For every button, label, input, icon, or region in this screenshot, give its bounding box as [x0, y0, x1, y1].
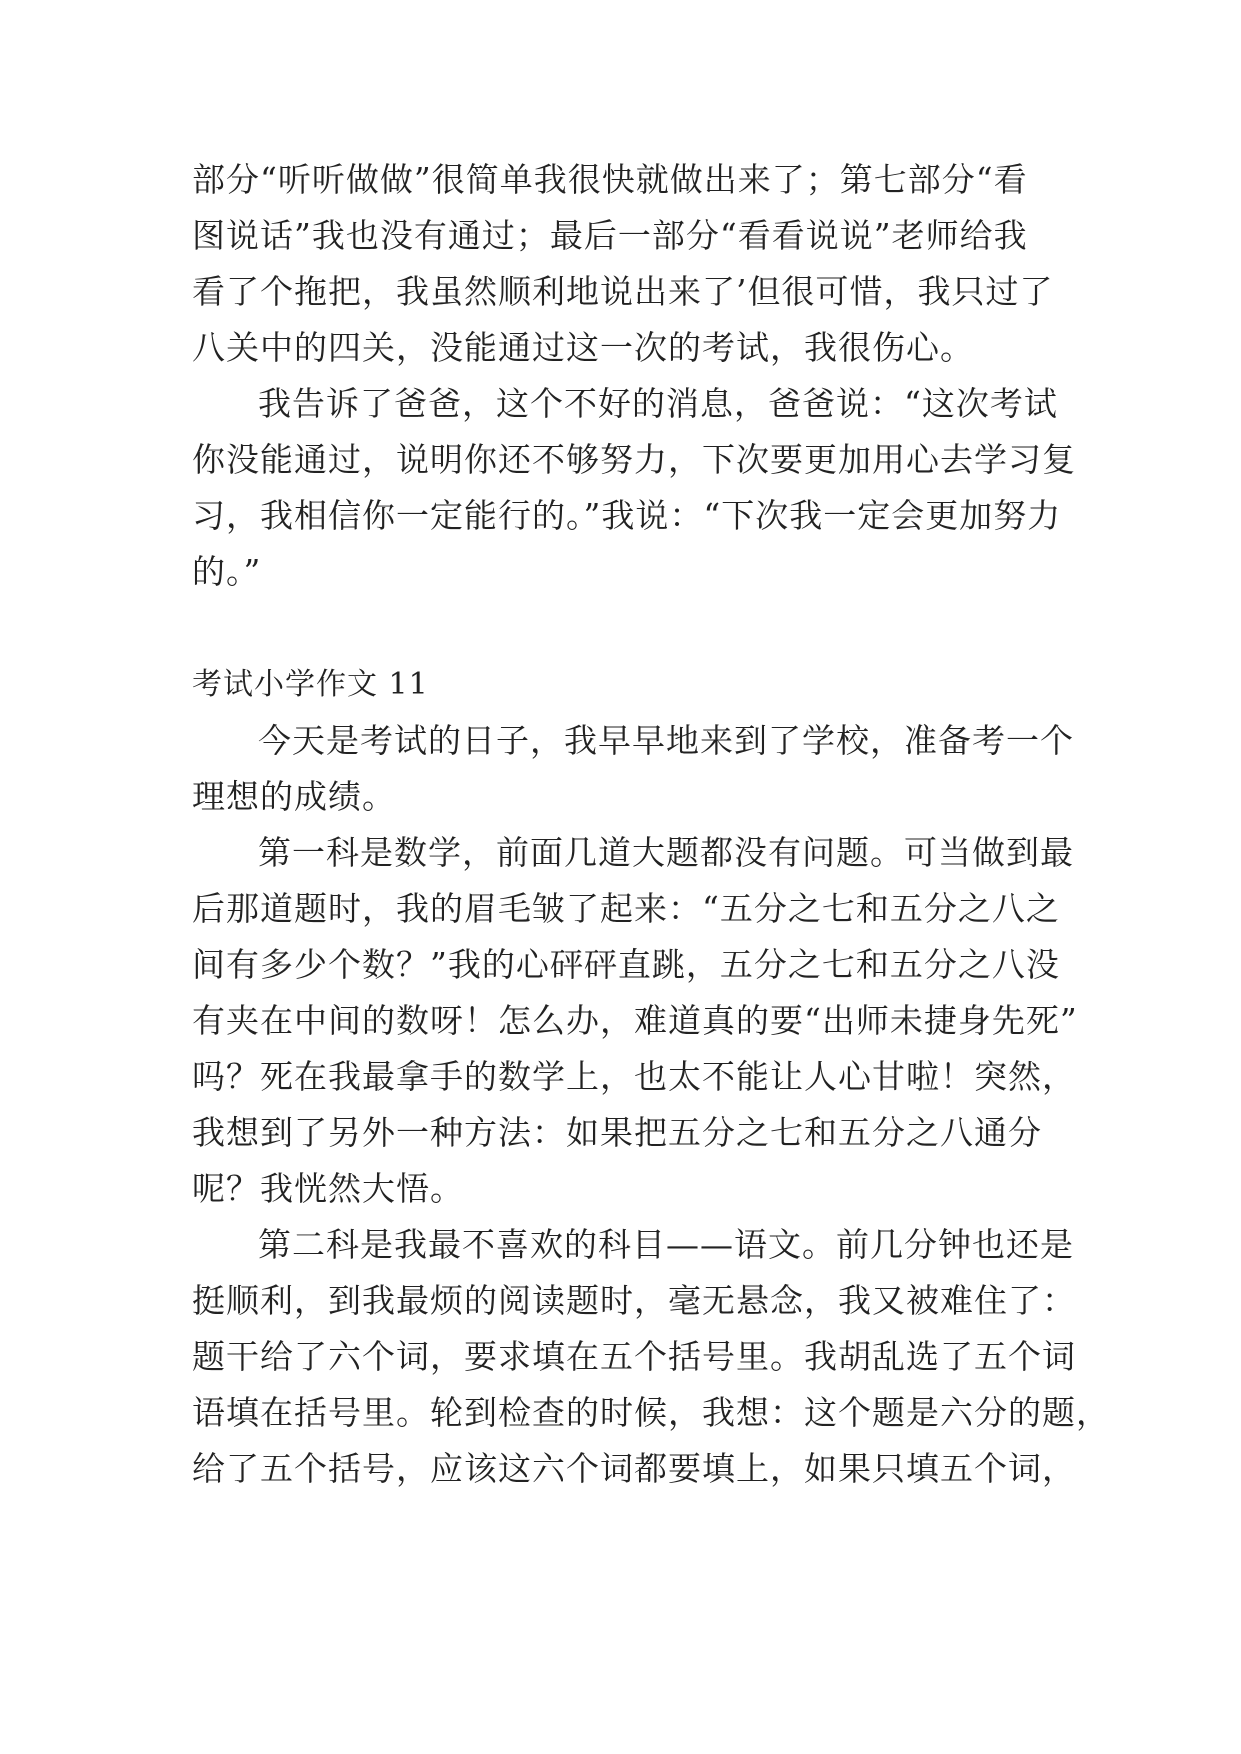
paragraph-line: 理想的成绩。 [192, 777, 396, 816]
paragraph-line: 习，我相信你一定能行的。”我说：“下次我一定会更加努力 [192, 496, 1062, 535]
paragraph-line: 八关中的四关，没能通过这一次的考试，我很伤心。 [192, 328, 974, 367]
paragraph-line: 挺顺利，到我最烦的阅读题时，毫无悬念，我又被难住了： [192, 1281, 1076, 1320]
paragraph-line: 第一科是数学，前面几道大题都没有问题。可当做到最 [258, 833, 1074, 872]
paragraph-line: 我告诉了爸爸，这个不好的消息，爸爸说：“这次考试 [258, 384, 1058, 423]
paragraph-line: 给了五个括号，应该这六个词都要填上，如果只填五个词， [192, 1449, 1076, 1488]
paragraph-line: 图说话”我也没有通过；最后一部分“看看说说”老师给我 [192, 216, 1028, 255]
paragraph-line: 我想到了另外一种方法：如果把五分之七和五分之八通分 [192, 1113, 1042, 1152]
paragraph-line: 部分“听听做做”很简单我很快就做出来了；第七部分“看 [192, 160, 1028, 199]
paragraph-line: 今天是考试的日子，我早早地来到了学校，准备考一个 [258, 721, 1074, 760]
paragraph-line: 看了个拖把，我虽然顺利地说出来了’但很可惜，我只过了 [192, 272, 1054, 311]
paragraph-line: 吗？死在我最拿手的数学上，也太不能让人心甘啦！突然， [192, 1057, 1076, 1096]
paragraph-line: 语填在括号里。轮到检查的时候，我想：这个题是六分的题， [192, 1393, 1110, 1432]
paragraph-line: 第二科是我最不喜欢的科目——语文。前几分钟也还是 [258, 1225, 1074, 1264]
paragraph-line: 的。” [192, 552, 262, 591]
paragraph-line: 间有多少个数？”我的心砰砰直跳，五分之七和五分之八没 [192, 945, 1060, 984]
paragraph-line: 题干给了六个词，要求填在五个括号里。我胡乱选了五个词 [192, 1337, 1076, 1376]
paragraph-line: 呢？我恍然大悟。 [192, 1169, 464, 1208]
paragraph-line: 后那道题时，我的眉毛皱了起来：“五分之七和五分之八之 [192, 889, 1060, 928]
essay-title: 考试小学作文 11 [192, 667, 429, 702]
paragraph-line: 有夹在中间的数呀！怎么办，难道真的要“出师未捷身先死” [192, 1001, 1078, 1040]
paragraph-line: 你没能通过，说明你还不够努力，下次要更加用心去学习复 [192, 440, 1076, 479]
